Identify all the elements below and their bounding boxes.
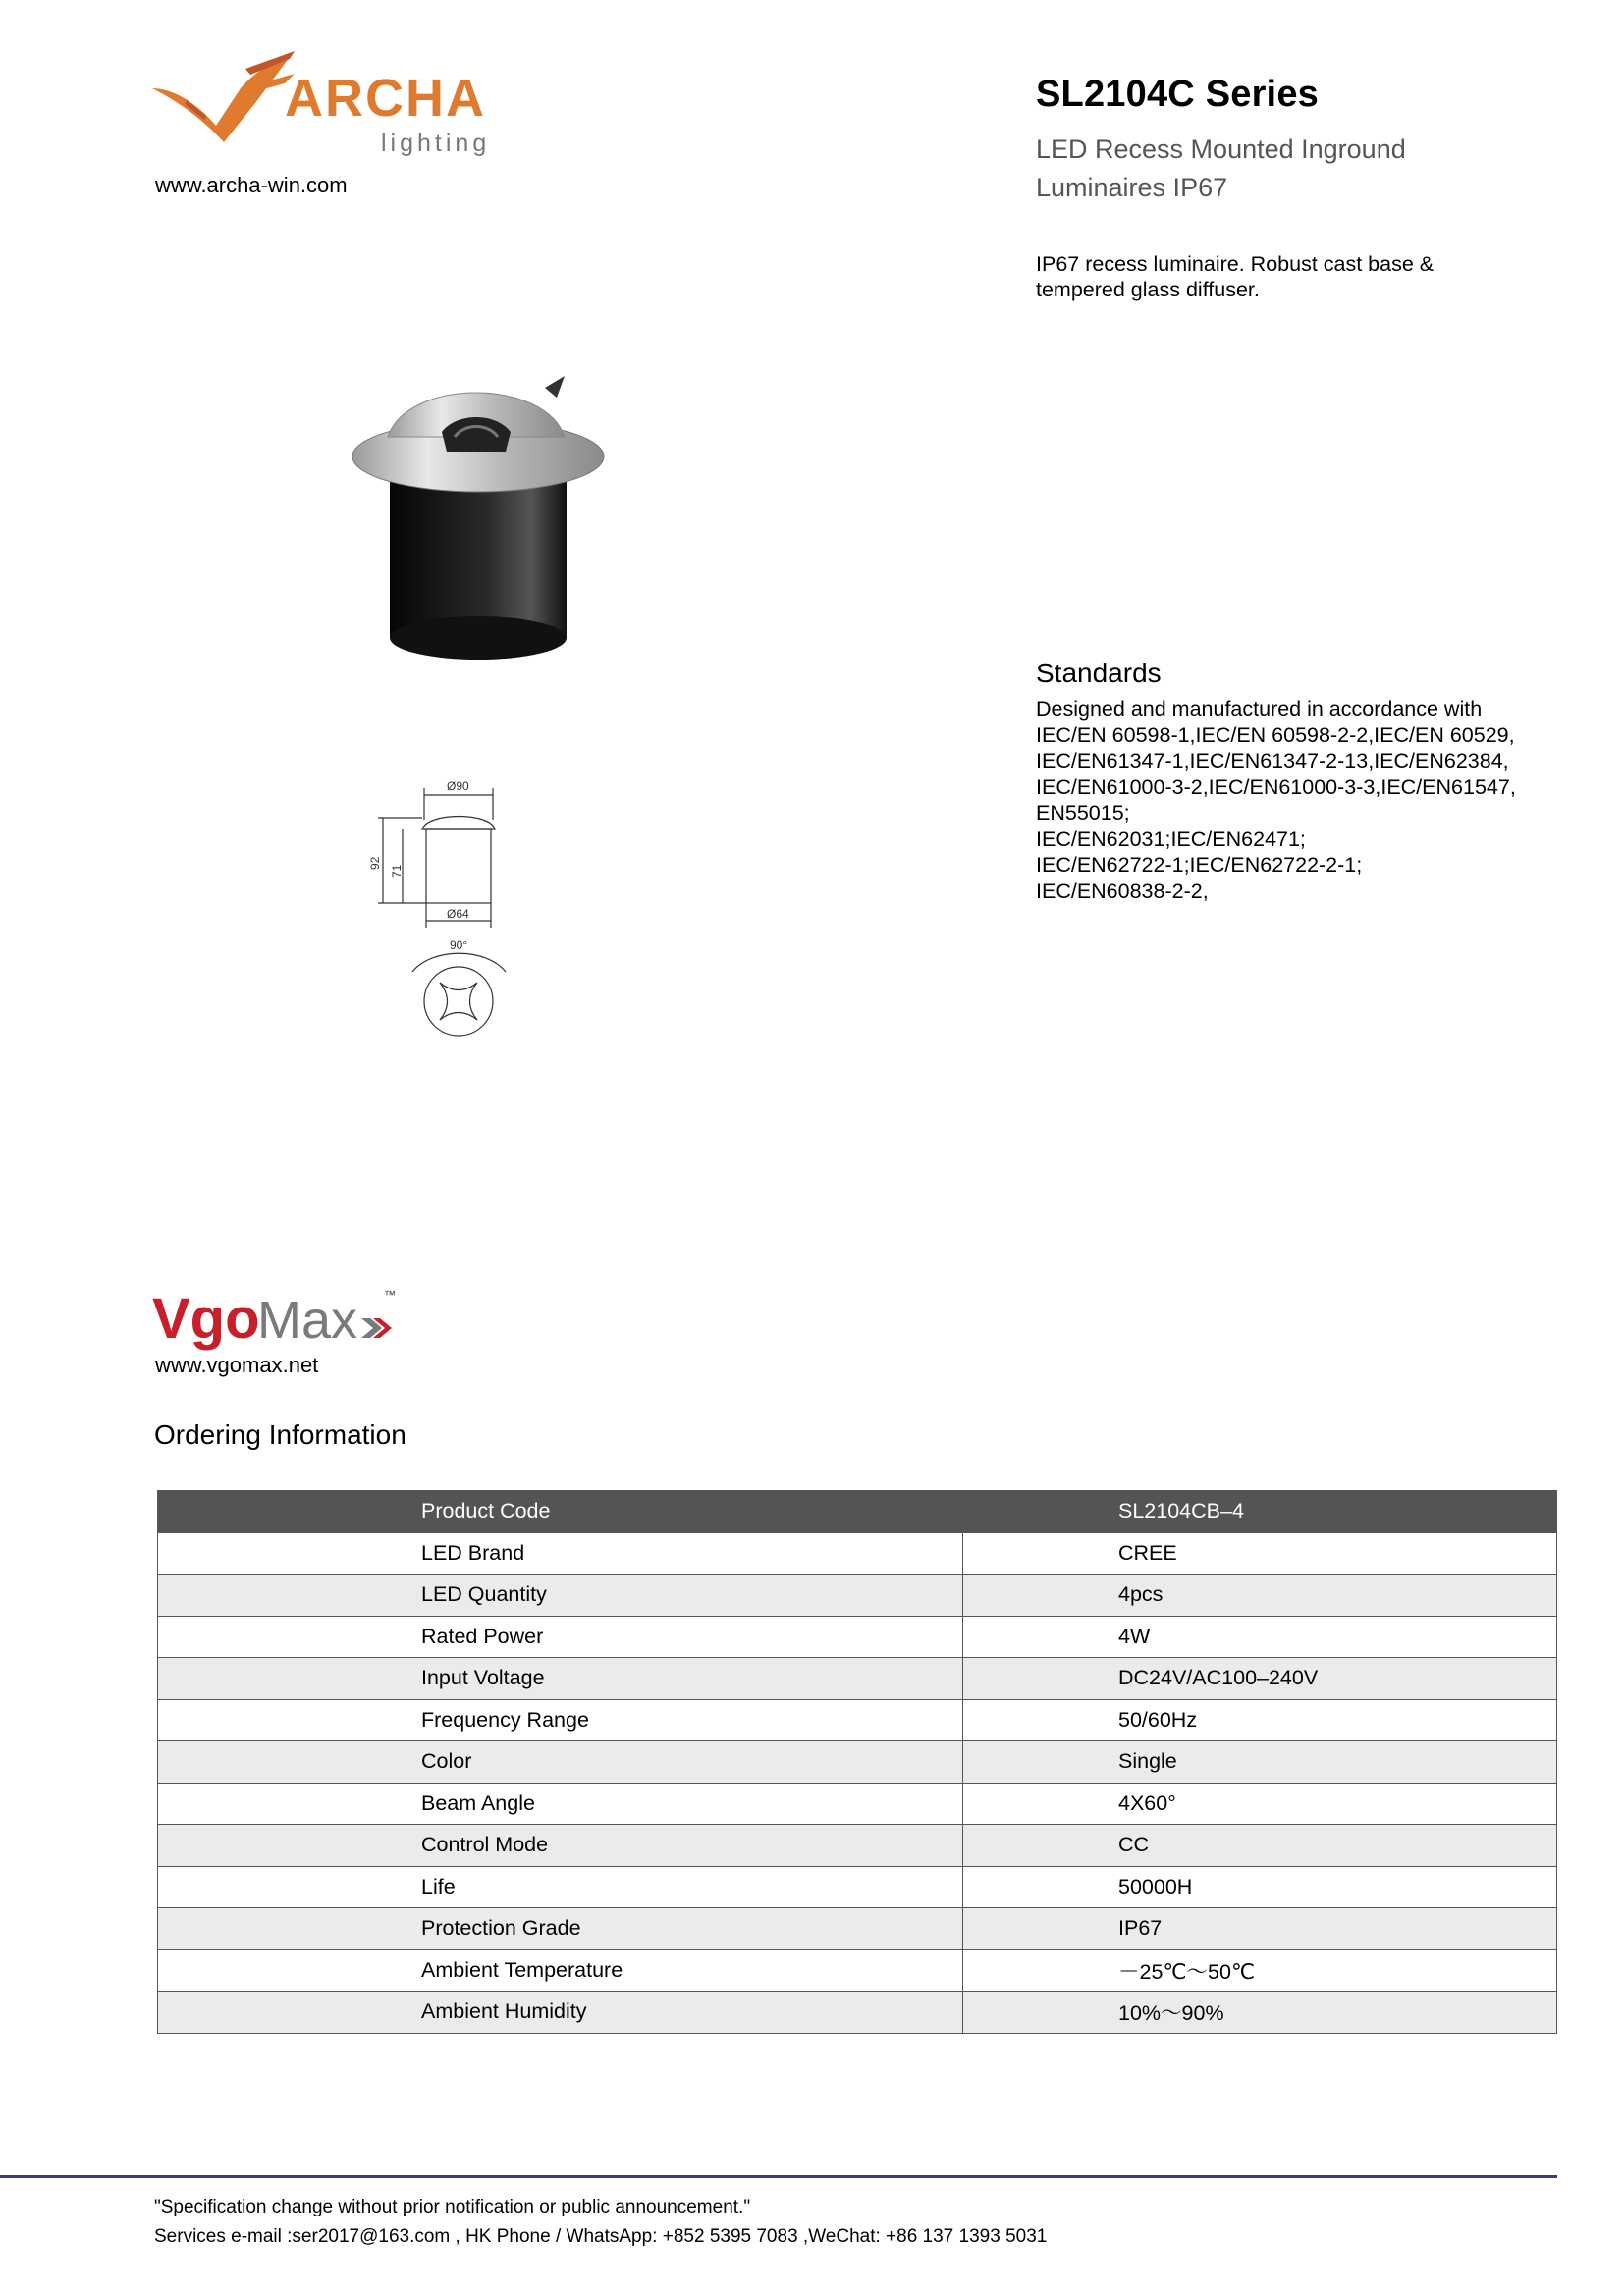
row-value: IP67 xyxy=(963,1908,1557,1950)
table-row xyxy=(158,1908,1557,1950)
row-label: LED Brand xyxy=(158,1532,963,1575)
row-value: CC xyxy=(963,1825,1557,1867)
product-photo xyxy=(349,358,614,663)
row-label: Rated Power xyxy=(158,1616,963,1658)
row-value: 50000H xyxy=(963,1866,1557,1908)
standards-line: IEC/EN 60598-1,IEC/EN 60598-2-2,IEC/EN 60529, xyxy=(1036,722,1515,747)
row-value: 4W xyxy=(963,1616,1557,1658)
vgomax-tm: ™ xyxy=(384,1288,396,1302)
row-label: Color xyxy=(158,1741,963,1784)
archa-logo xyxy=(147,49,520,167)
vgomax-website[interactable]: www.vgomax.net xyxy=(155,1353,319,1377)
table-header-row xyxy=(158,1491,1557,1533)
row-value: 4X60° xyxy=(963,1783,1557,1825)
row-label: Life xyxy=(158,1866,963,1908)
table-row xyxy=(158,1741,1557,1784)
vgomax-logo-gray: Max xyxy=(257,1291,358,1350)
standards-line: Designed and manufactured in accordance with xyxy=(1036,697,1483,721)
table-row xyxy=(158,1992,1557,2034)
archa-logo-sub: lighting xyxy=(381,130,491,157)
standards-line: IEC/EN62031;IEC/EN62471; xyxy=(1036,827,1306,851)
standards-line: IEC/EN61000-3-2,IEC/EN61000-3-3,IEC/EN61547, xyxy=(1036,774,1516,799)
row-value: 10%～90% xyxy=(963,1992,1557,2034)
dim-top-diameter: Ø90 xyxy=(447,779,469,793)
archa-logo-text: ARCHA xyxy=(285,69,486,128)
row-label: Ambient Humidity xyxy=(158,1992,963,2034)
standards-line: IEC/EN60838-2-2, xyxy=(1036,879,1209,903)
intro-line: IP67 recess luminaire. Robust cast base & xyxy=(1036,252,1435,276)
table-row xyxy=(158,1825,1557,1867)
dim-bottom-diameter: Ø64 xyxy=(447,907,469,921)
dim-total-height: 92 xyxy=(368,856,382,870)
row-label: Frequency Range xyxy=(158,1699,963,1741)
standards-heading: Standards xyxy=(1036,658,1162,688)
subtitle-line: Luminaires IP67 xyxy=(1036,173,1228,202)
vgomax-logo xyxy=(152,1281,407,1355)
product-subtitle xyxy=(1036,131,1546,207)
standards-line: IEC/EN61347-1,IEC/EN61347-2-13,IEC/EN62384, xyxy=(1036,749,1509,773)
table-row xyxy=(158,1783,1557,1825)
intro-line: tempered glass diffuser. xyxy=(1036,278,1260,301)
row-label: Ambient Temperature xyxy=(158,1949,963,1992)
table-row xyxy=(158,1699,1557,1741)
product-intro xyxy=(1036,251,1546,302)
archa-swoosh-icon xyxy=(152,51,295,142)
row-label: Control Mode xyxy=(158,1825,963,1867)
dim-angle: 90° xyxy=(450,938,468,952)
row-label: LED Quantity xyxy=(158,1575,963,1617)
spec-table xyxy=(157,1490,1557,2034)
row-value: 4pcs xyxy=(963,1575,1557,1617)
standards-line: IEC/EN62722-1;IEC/EN62722-2-1; xyxy=(1036,853,1363,877)
row-value: 50/60Hz xyxy=(963,1699,1557,1741)
archa-website[interactable]: www.archa-win.com xyxy=(155,173,348,197)
row-label: Protection Grade xyxy=(158,1908,963,1950)
footer-contact: Services e-mail :ser2017@163.com , HK Phone / WhatsApp: +852 5395 7083 ,WeChat: +86 137 1393 5031 xyxy=(154,2226,1048,2247)
product-title: SL2104C Series xyxy=(1036,74,1319,115)
row-label: Beam Angle xyxy=(158,1783,963,1825)
vgomax-logo-red: Vgo xyxy=(152,1287,260,1351)
table-header-value: SL2104CB–4 xyxy=(963,1491,1557,1533)
ordering-heading: Ordering Information xyxy=(154,1419,406,1450)
standards-text xyxy=(1036,696,1586,904)
standards-line: EN55015; xyxy=(1036,801,1130,825)
row-label: Input Voltage xyxy=(158,1658,963,1700)
table-row xyxy=(158,1532,1557,1575)
dimension-drawing xyxy=(363,761,520,1065)
row-value: Single xyxy=(963,1741,1557,1784)
table-row xyxy=(158,1575,1557,1617)
table-row xyxy=(158,1949,1557,1992)
row-value: CREE xyxy=(963,1532,1557,1575)
table-row xyxy=(158,1616,1557,1658)
row-value: DC24V/AC100–240V xyxy=(963,1658,1557,1700)
table-row xyxy=(158,1866,1557,1908)
row-value: －25℃～50℃ xyxy=(963,1949,1557,1992)
footer-divider xyxy=(0,2175,1557,2178)
footer-note: "Specification change without prior notification or public announcement." xyxy=(154,2197,751,2217)
dim-body-height: 71 xyxy=(390,864,404,878)
subtitle-line: LED Recess Mounted Inground xyxy=(1036,134,1406,164)
table-row xyxy=(158,1658,1557,1700)
table-header-label: Product Code xyxy=(158,1491,963,1533)
